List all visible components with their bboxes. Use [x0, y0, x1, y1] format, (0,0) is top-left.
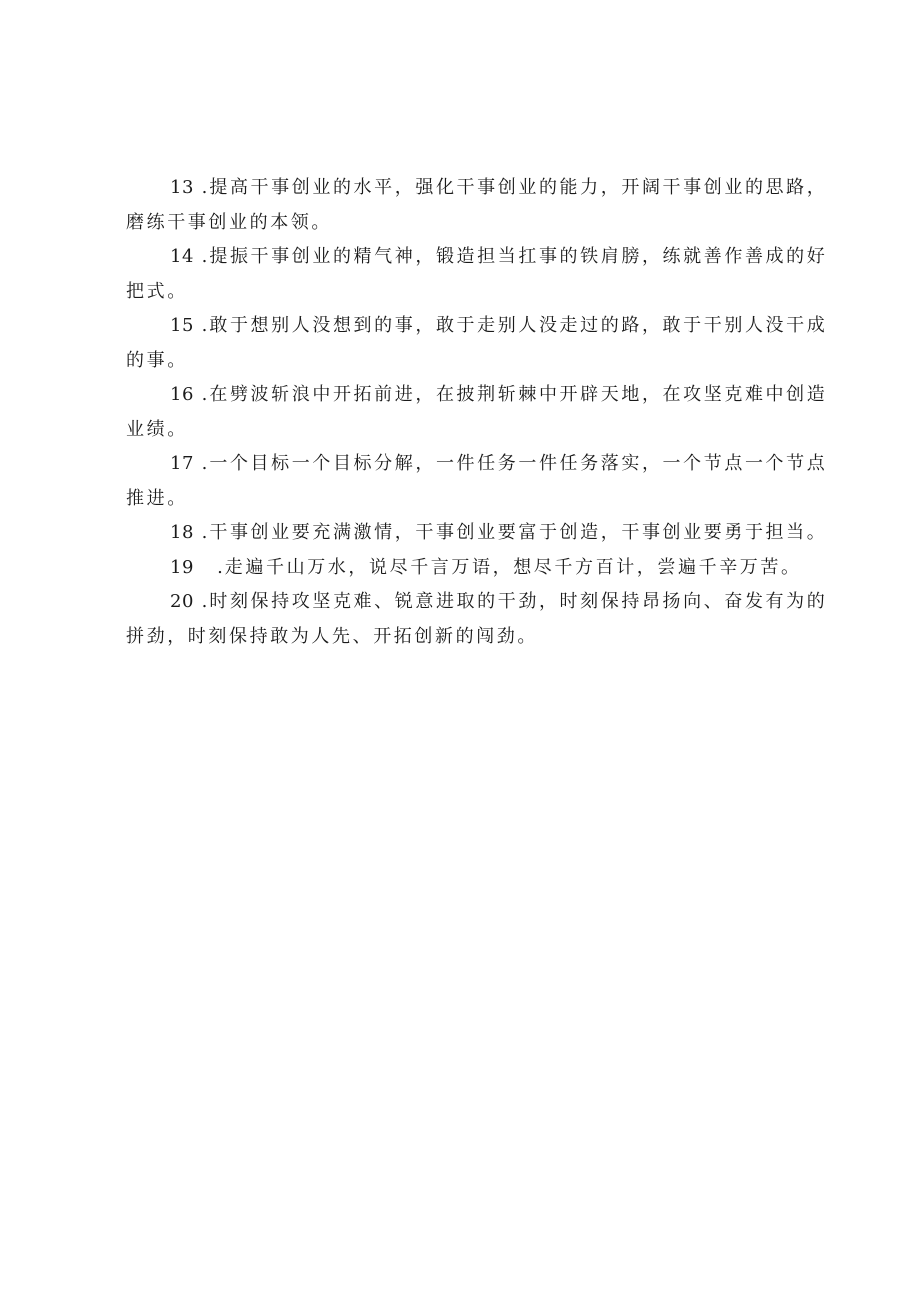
item-text: 时刻保持攻坚克难、锐意进取的干劲，时刻保持昂扬向、奋发有为的拼劲，时刻保持敢为人先、开拓创新的闯劲。 — [126, 591, 828, 647]
item-separator: . — [193, 556, 225, 578]
item-separator: . — [193, 315, 210, 336]
list-item-17 — [126, 447, 828, 516]
list-item-19 — [126, 551, 828, 586]
item-number: 18 — [170, 522, 194, 543]
item-text: 走遍千山万水，说尽千言万语，想尽千方百计，尝遍千辛万苦。 — [224, 556, 802, 578]
list-item-20 — [126, 585, 828, 654]
item-separator: . — [193, 591, 210, 612]
item-text: 提振干事创业的精气神，锻造担当扛事的铁肩膀，练就善作善成的好把式。 — [126, 246, 828, 302]
item-separator: . — [193, 522, 210, 543]
item-text: 敢于想别人没想到的事，敢于走别人没走过的路，敢于干别人没干成的事。 — [126, 315, 828, 371]
item-text: 一个目标一个目标分解，一件任务一件任务落实，一个节点一个节点推进。 — [126, 453, 828, 509]
document-body — [126, 171, 828, 654]
list-item-13 — [126, 171, 828, 240]
item-text: 干事创业要充满激情，干事创业要富于创造，干事创业要勇于担当。 — [209, 522, 828, 543]
item-number: 17 — [170, 453, 194, 474]
list-item-18 — [126, 516, 828, 551]
item-number: 20 — [170, 591, 194, 612]
item-number: 16 — [170, 384, 194, 405]
item-separator: . — [193, 246, 210, 267]
item-text: 提高干事创业的水平，强化干事创业的能力，开阔干事创业的思路，磨练干事创业的本领。 — [126, 177, 828, 233]
item-number: 14 — [170, 246, 194, 267]
list-item-14 — [126, 240, 828, 309]
item-number: 13 — [170, 177, 194, 198]
item-number: 19 — [170, 556, 194, 578]
item-separator: . — [193, 453, 210, 474]
item-separator: . — [193, 177, 210, 198]
item-number: 15 — [170, 315, 194, 336]
list-item-15 — [126, 309, 828, 378]
item-separator: . — [193, 384, 210, 405]
list-item-16 — [126, 378, 828, 447]
item-text: 在劈波斩浪中开拓前进，在披荆斩棘中开辟天地，在攻坚克难中创造业绩。 — [126, 384, 828, 440]
